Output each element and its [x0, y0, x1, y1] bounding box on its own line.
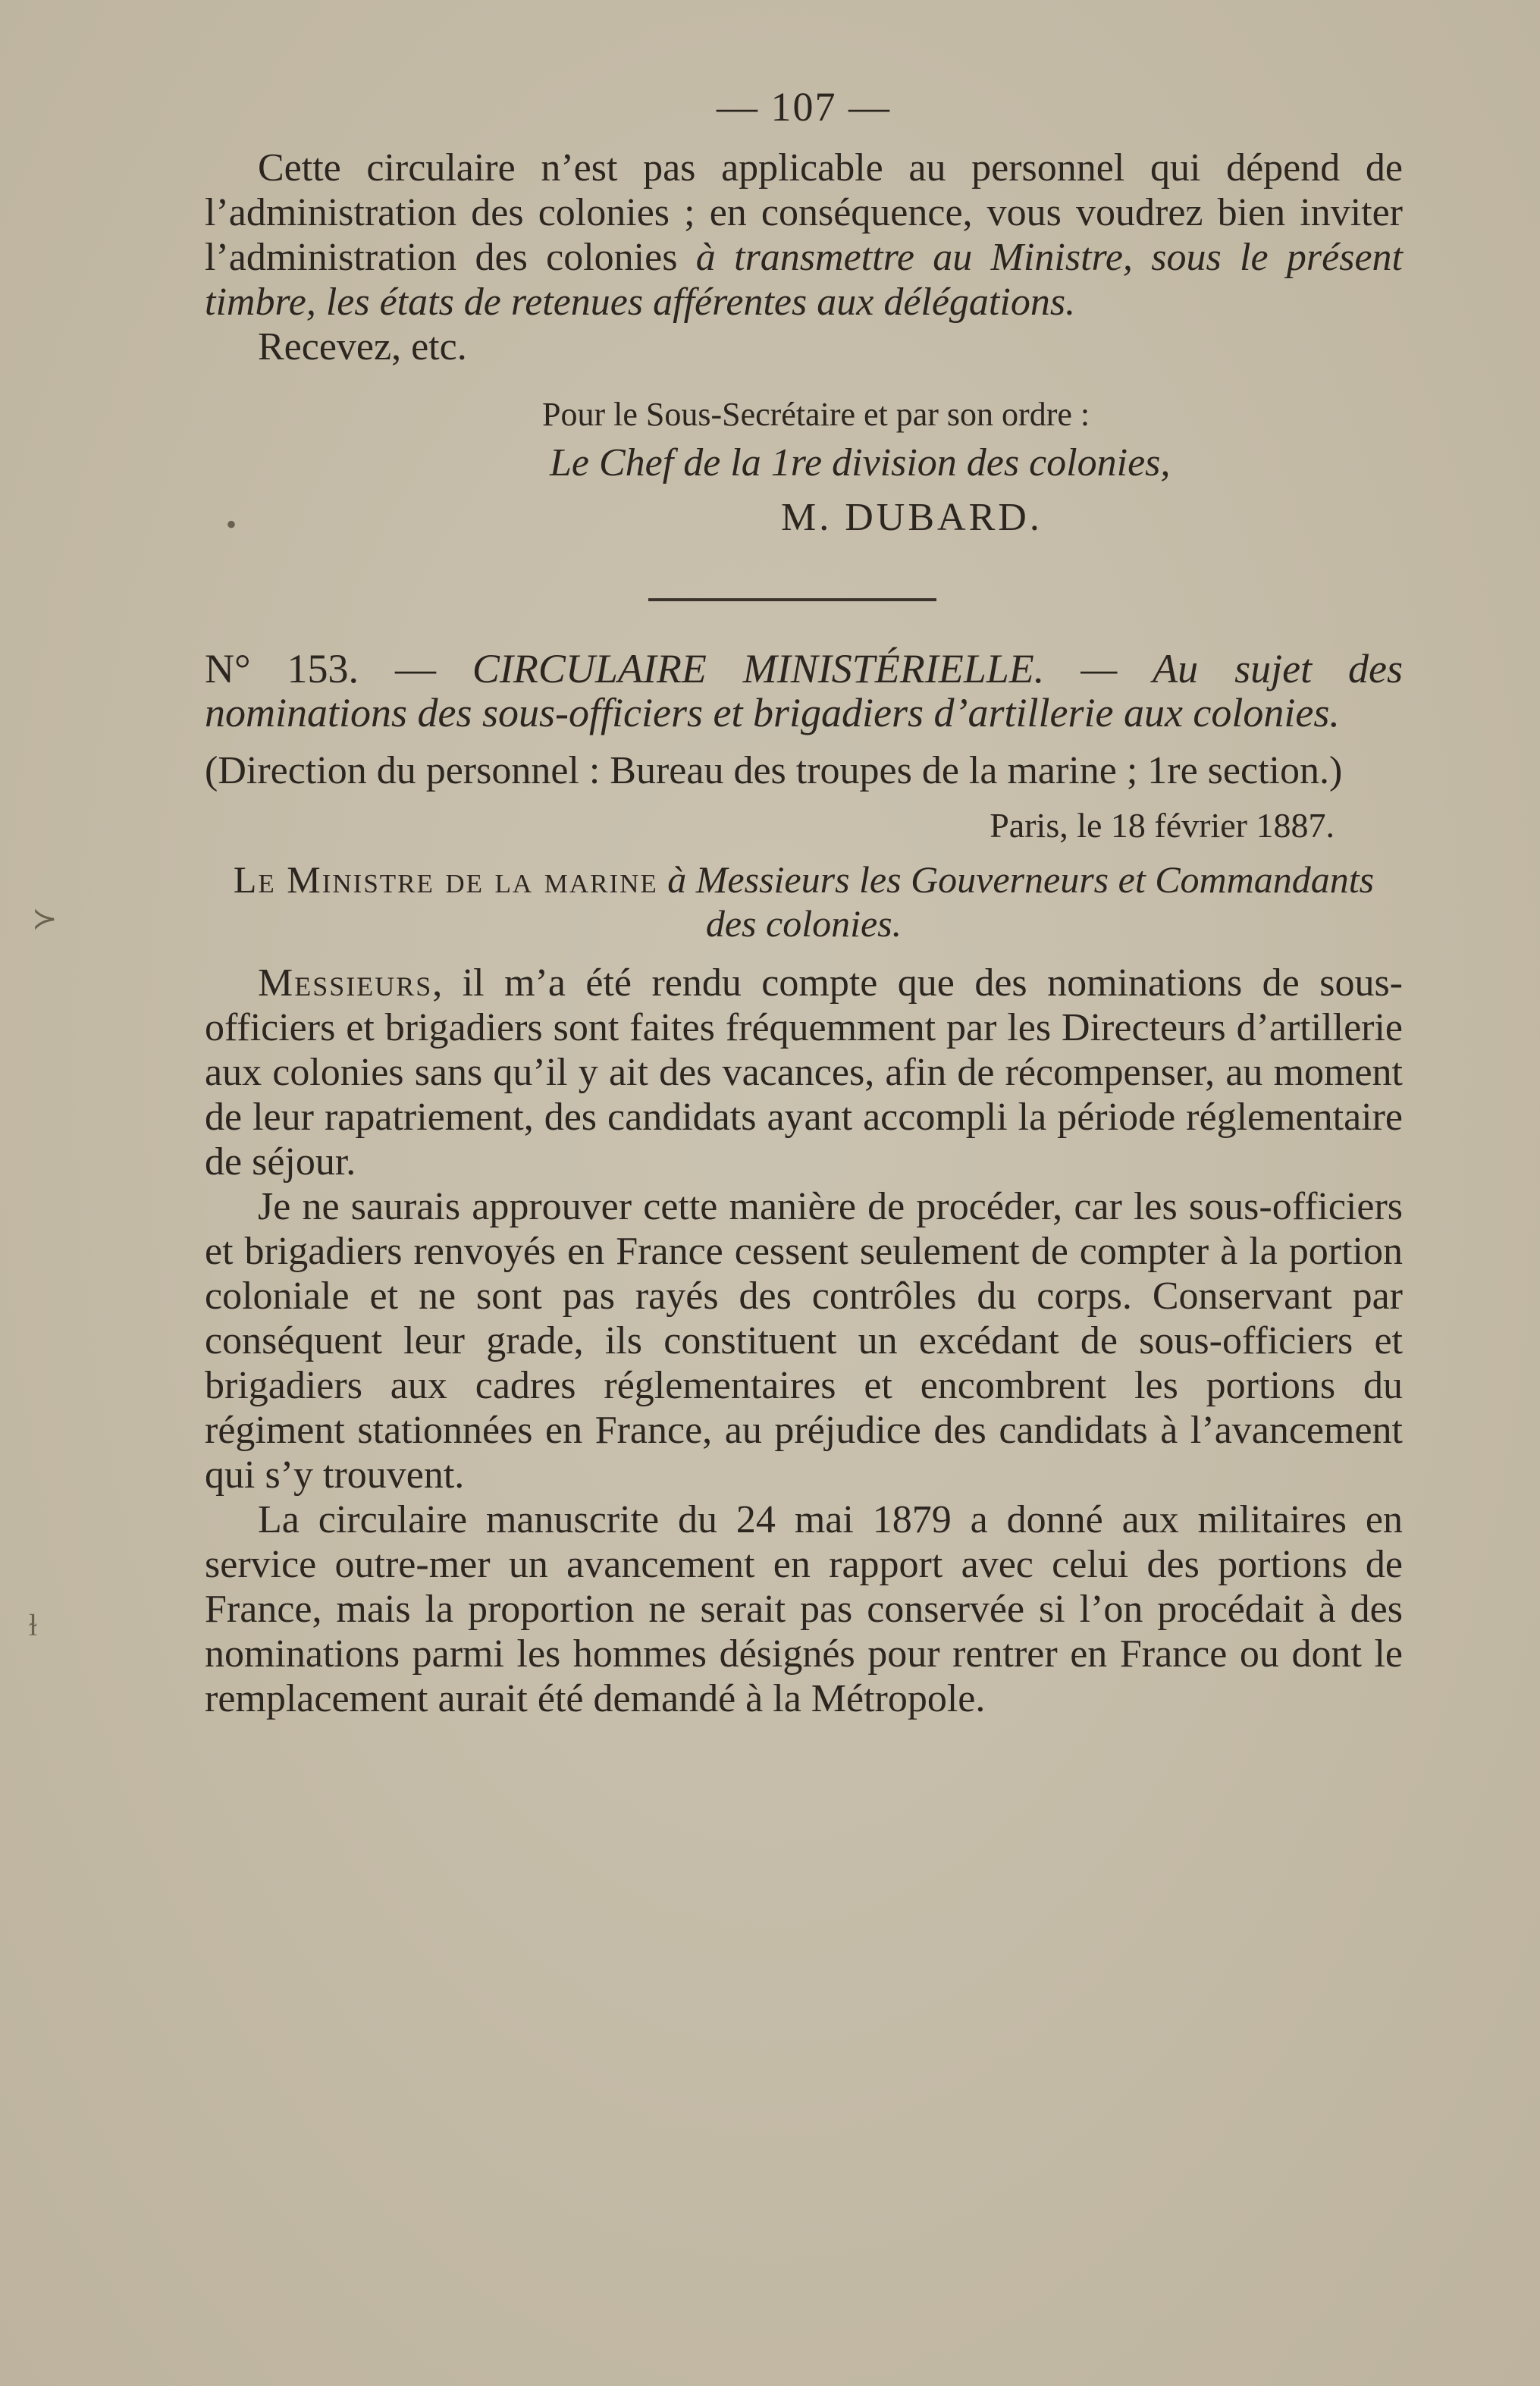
direction-note: (Direction du personnel : Bureau des troupes de la marine ; 1re section.)	[205, 749, 1343, 792]
body-paragraph	[205, 961, 1403, 1184]
circular-heading	[205, 647, 1403, 735]
paragraph-intro	[205, 146, 1403, 325]
body-paragraph-text: , il m’a été rendu compte que des nominations de sous-officiers et brigadiers sont faites fréquemment par les Directeurs d’artillerie aux colonies sans qu’il y ait des vacances, afin de récompenser, au moment de leur rapatriement, des candidats ayant accompli la période réglementaire de séjour.	[205, 961, 1403, 1184]
date-line: Paris, le 18 février 1887.	[990, 806, 1335, 845]
page-number: — 107 —	[717, 84, 891, 130]
text-column	[205, 83, 1403, 1721]
salutation: Messieurs	[258, 961, 433, 1005]
signature-line-1: Pour le Sous-Secrétaire et par son ordre :	[542, 396, 1090, 433]
body-text	[205, 961, 1403, 1721]
address-recipients: à Messieurs les Gouverneurs et Commandants des colonies.	[657, 858, 1375, 945]
signature-name: M. DUBARD.	[781, 496, 1043, 539]
body-paragraph	[205, 1184, 1403, 1497]
section-divider	[648, 598, 936, 601]
circular-number: N° 153. —	[205, 646, 472, 691]
address-line	[205, 858, 1403, 945]
intro-text: Cette circulaire n’est pas applicable au personnel qui dépend de l’administration des colonies ; en conséquence, vous voudrez bien inviter l’administration des colonies	[205, 146, 1403, 279]
margin-mark: ≻	[32, 901, 58, 936]
margin-mark: ɫ	[29, 1608, 38, 1642]
stray-mark: •	[226, 507, 237, 541]
signature-line-2: Le Chef de la 1re division des colonies,	[550, 441, 1171, 484]
body-paragraph-text: La circulaire manuscrite du 24 mai 1879 a donné aux militaires en service outre-mer un avancement en rapport avec celui des portions de France, mais la proportion ne serait pas conservée si l’on procédait à des nominations parmi les hommes désignés pour rentrer en France ou dont le remplacement aurait été demandé à la Métropole.	[205, 1498, 1403, 1720]
intro-italic-text: à transmettre au Ministre, sous le présent timbre, les états de retenues afférentes aux délégations.	[205, 236, 1403, 324]
address-prefix: Le Ministre de la marine	[233, 858, 658, 901]
body-paragraph-text: Je ne saurais approuver cette manière de procéder, car les sous-officiers et brigadiers renvoyés en France cessent seulement de compter à la portion coloniale et ne sont pas rayés des contrôles du corps. Conservant par conséquent leur grade, ils constituent un excédant de sous-officiers et brigadiers aux cadres réglementaires et encombrent les portions du régiment stationnées en France, au préjudice des candidats à l’avancement qui s’y trouvent.	[205, 1185, 1403, 1497]
closing: Recevez, etc.	[258, 325, 467, 368]
body-paragraph	[205, 1497, 1403, 1721]
circular-title: CIRCULAIRE MINISTÉRIELLE. — Au sujet des nominations des sous-officiers et brigadiers d’artillerie aux colonies.	[205, 646, 1403, 735]
